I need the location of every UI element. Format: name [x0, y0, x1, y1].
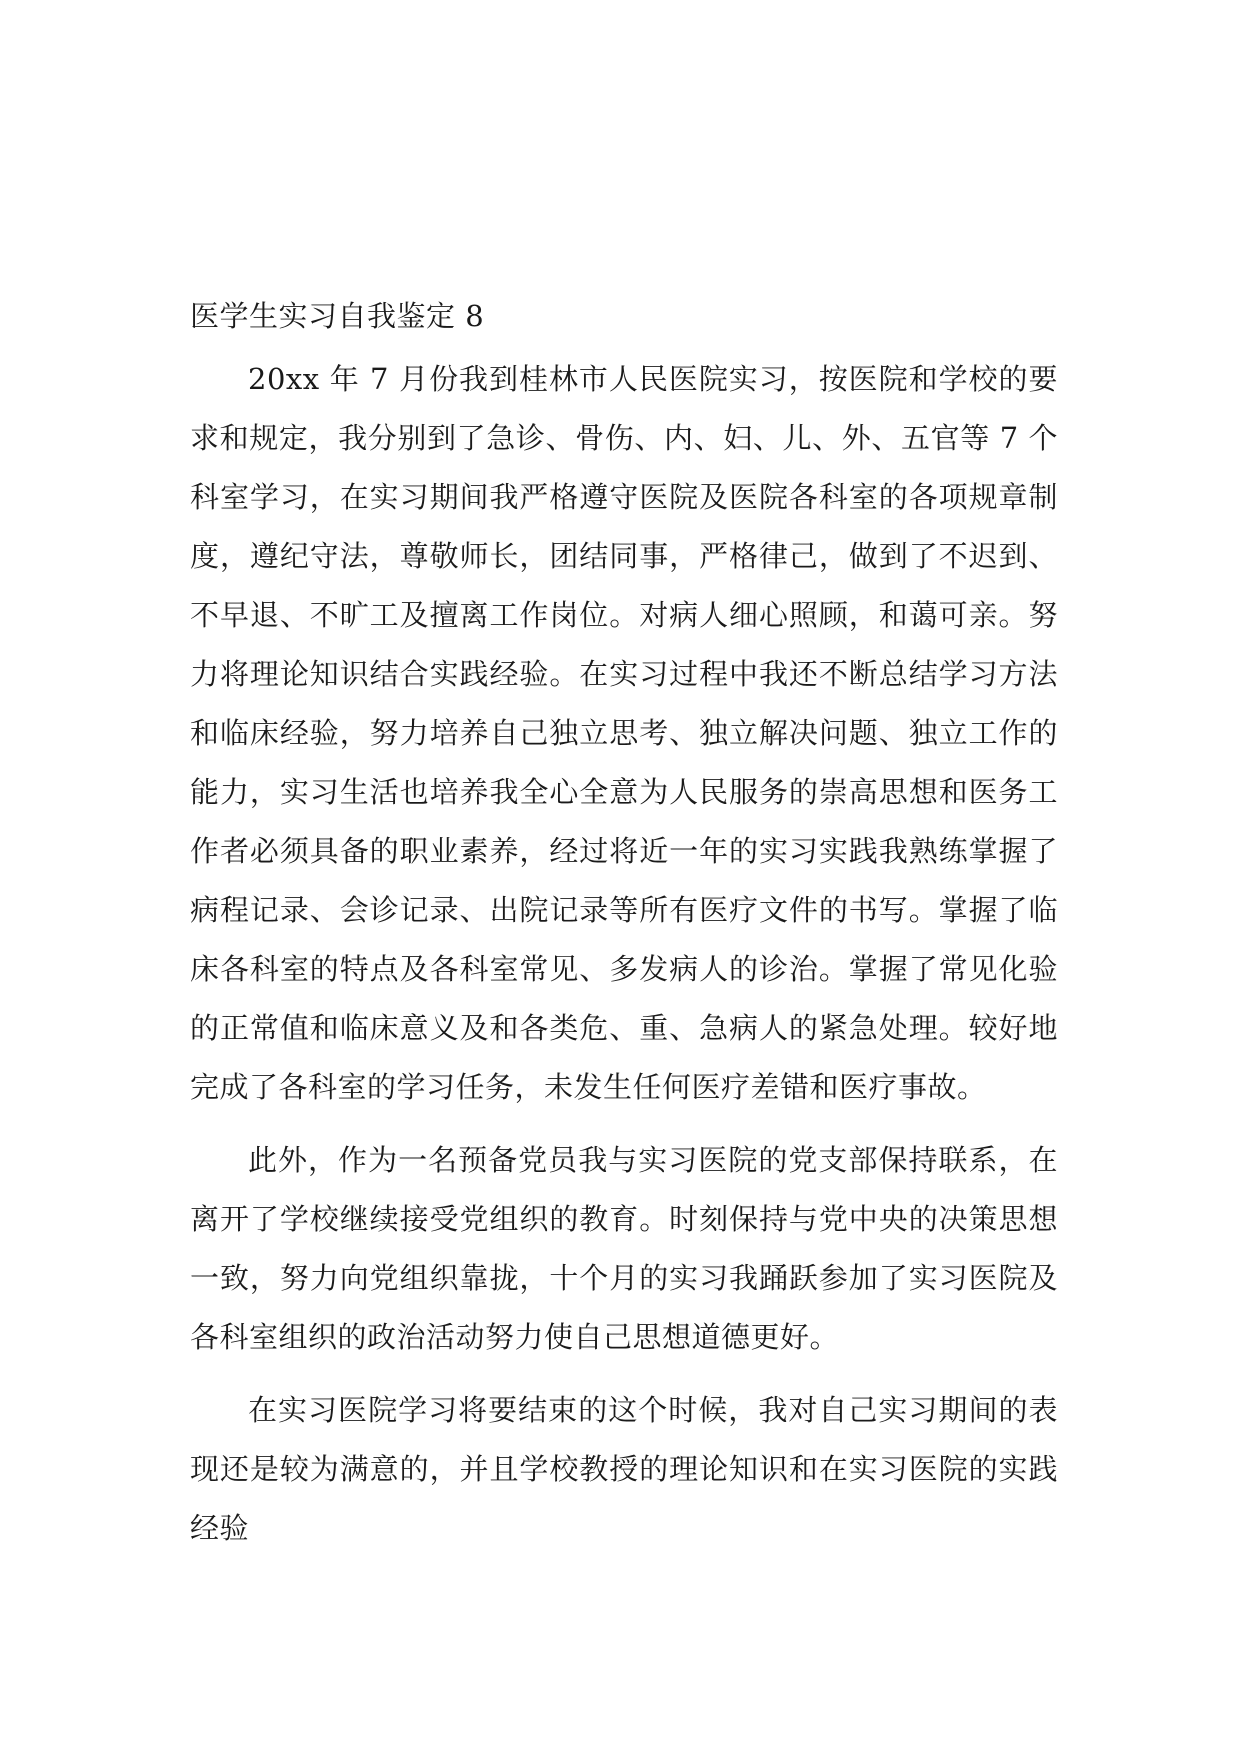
document-body: [190, 292, 1058, 1572]
paragraph-conclusion: 在实习医院学习将要结束的这个时候，我对自己实习期间的表现还是较为满意的，并且学校教授的理论知识和在实习医院的实践经验: [190, 1393, 1058, 1545]
document-title: 医学生实习自我鉴定 8: [190, 299, 485, 333]
paragraph-internship-summary: 20xx 年 7 月份我到桂林市人民医院实习，按医院和学校的要求和规定，我分别到了急诊、骨伤、内、妇、儿、外、五官等 7 个科室学习，在实习期间我严格遵守医院及医院各科室的各项规章制度，遵纪守法，尊敬师长，团结同事，严格律己，做到了不迟到、不早退、不旷工及擅离工作岗位。对病人细心照顾，和蔼可亲。努力将理论知识结合实践经验。在实习过程中我还不断总结学习方法和临床经验，努力培养自己独立思考、独立解决问题、独立工作的能力，实习生活也培养我全心全意为人民服务的崇高思想和医务工作者必须具备的职业素养，经过将近一年的实习实践我熟练掌握了病程记录、会诊记录、出院记录等所有医疗文件的书写。掌握了临床各科室的特点及各科室常见、多发病人的诊治。掌握了常见化验的正常值和临床意义及和各类危、重、急病人的紧急处理。较好地完成了各科室的学习任务，未发生任何医疗差错和医疗事故。: [190, 362, 1058, 1104]
paragraph-party-membership: 此外，作为一名预备党员我与实习医院的党支部保持联系，在离开了学校继续接受党组织的教育。时刻保持与党中央的决策思想一致，努力向党组织靠拢，十个月的实习我踊跃参加了实习医院及各科室组织的政治活动努力使自己思想道德更好。: [190, 1143, 1058, 1354]
